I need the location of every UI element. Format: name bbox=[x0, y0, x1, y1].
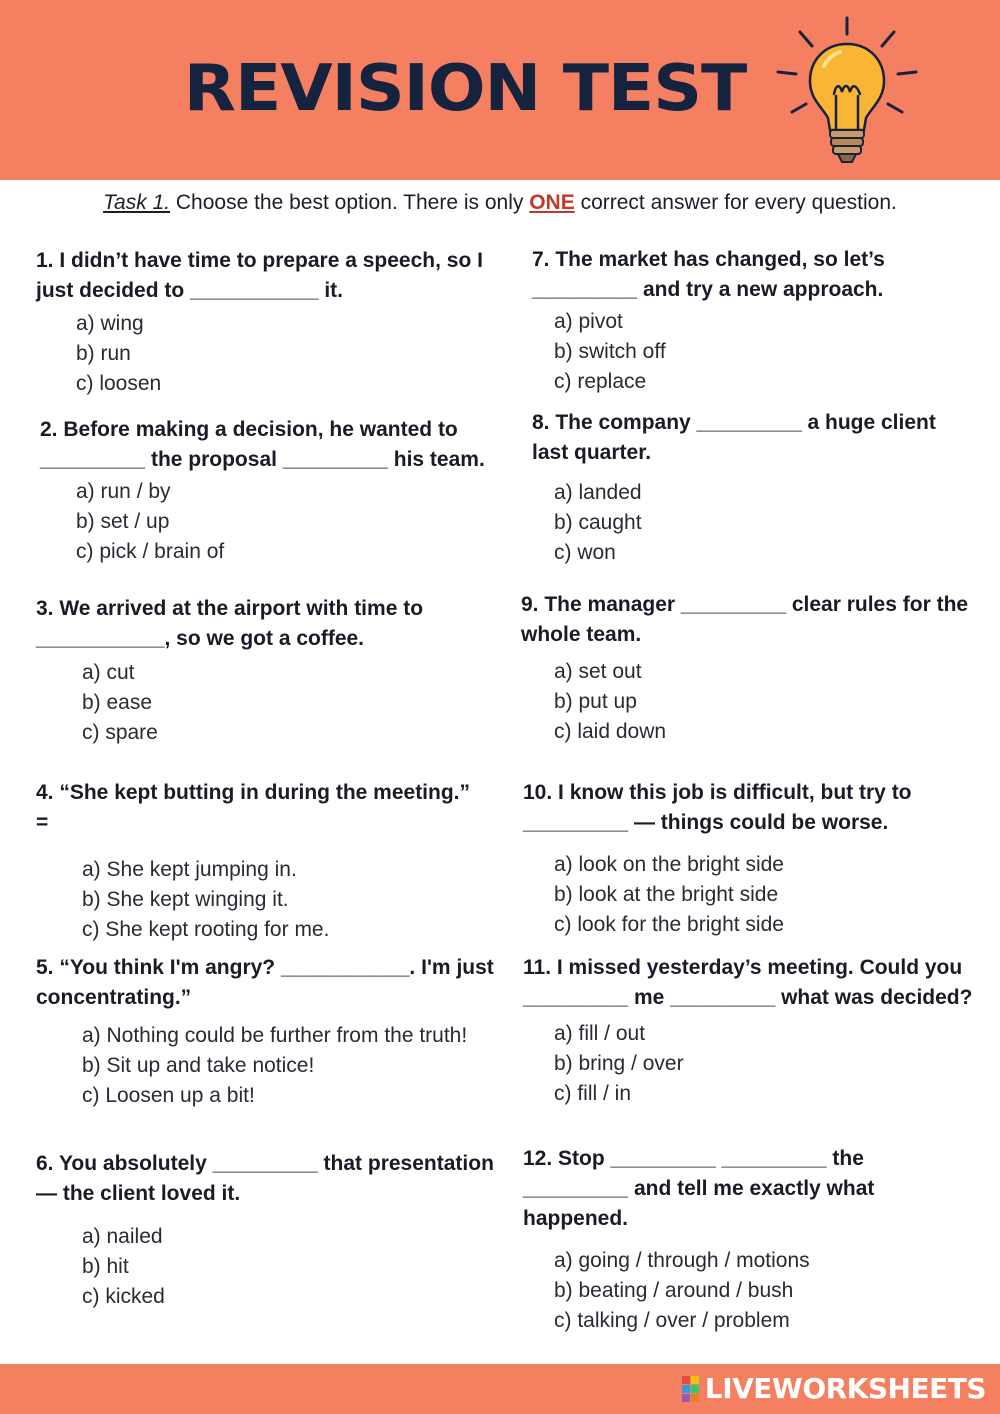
option-b[interactable]: b) ease bbox=[82, 691, 153, 714]
page-title: REVISION TEST bbox=[183, 52, 747, 126]
option-b[interactable]: b) switch off bbox=[554, 340, 666, 363]
option-b[interactable]: b) set / up bbox=[76, 510, 170, 533]
option-c[interactable]: c) laid down bbox=[554, 720, 667, 743]
option-c[interactable]: c) kicked bbox=[82, 1285, 165, 1308]
option-c[interactable]: c) spare bbox=[82, 721, 158, 744]
question-11 bbox=[523, 953, 983, 1109]
option-a[interactable]: a) landed bbox=[554, 481, 642, 504]
question-stem: 4. “She kept butting in during the meeting.” = bbox=[36, 781, 471, 834]
liveworksheets-icon bbox=[682, 1376, 699, 1402]
instruction-emphasis: ONE bbox=[529, 191, 575, 214]
option-c[interactable]: c) loosen bbox=[76, 372, 162, 395]
option-c[interactable]: c) won bbox=[554, 541, 616, 564]
question-2 bbox=[40, 415, 490, 567]
question-stem: 8. The company _________ a huge client last quarter. bbox=[532, 411, 936, 464]
question-stem: 7. The market has changed, so let’s _________ and try a new approach. bbox=[532, 248, 885, 301]
question-stem: 5. “You think I'm angry? ___________. I'm just concentrating.” bbox=[36, 956, 494, 1009]
option-a[interactable]: a) look on the bright side bbox=[554, 853, 784, 876]
task-instruction bbox=[0, 191, 1000, 215]
option-b[interactable]: b) put up bbox=[554, 690, 637, 713]
option-b[interactable]: b) She kept winging it. bbox=[82, 888, 289, 911]
brand-name: LIVEWORKSHEETS bbox=[704, 1372, 986, 1405]
question-stem: 2. Before making a decision, he wanted to _________ the proposal _________ his team. bbox=[40, 418, 485, 471]
question-7 bbox=[532, 245, 982, 397]
instruction-text-1: Choose the best option. There is only bbox=[170, 191, 530, 214]
option-b[interactable]: b) beating / around / bush bbox=[554, 1279, 794, 1302]
option-a[interactable]: a) She kept jumping in. bbox=[82, 858, 297, 881]
option-b[interactable]: b) Sit up and take notice! bbox=[82, 1054, 315, 1077]
option-b[interactable]: b) run bbox=[76, 342, 131, 365]
question-4 bbox=[36, 778, 486, 945]
question-9 bbox=[521, 590, 971, 747]
question-3 bbox=[36, 594, 456, 748]
question-6 bbox=[36, 1149, 506, 1312]
option-b[interactable]: b) look at the bright side bbox=[554, 883, 779, 906]
question-stem: 11. I missed yesterday’s meeting. Could you _________ me _________ what was decided? bbox=[523, 956, 973, 1009]
option-c[interactable]: c) look for the bright side bbox=[554, 913, 784, 936]
option-a[interactable]: a) set out bbox=[554, 660, 642, 683]
question-stem: 12. Stop _________ _________ the _________ and tell me exactly what happened. bbox=[523, 1147, 875, 1230]
option-a[interactable]: a) nailed bbox=[82, 1225, 163, 1248]
option-c[interactable]: c) pick / brain of bbox=[76, 540, 225, 563]
option-c[interactable]: c) fill / in bbox=[554, 1082, 632, 1105]
option-a[interactable]: a) pivot bbox=[554, 310, 623, 333]
option-a[interactable]: a) cut bbox=[82, 661, 135, 684]
lightbulb-icon bbox=[772, 14, 922, 174]
footer-banner bbox=[0, 1364, 1000, 1414]
question-10 bbox=[523, 778, 973, 940]
question-stem: 6. You absolutely _________ that presentation — the client loved it. bbox=[36, 1152, 494, 1205]
option-c[interactable]: c) She kept rooting for me. bbox=[82, 918, 330, 941]
option-a[interactable]: a) run / by bbox=[76, 480, 171, 503]
question-stem: 10. I know this job is difficult, but try to _________ — things could be worse. bbox=[523, 781, 912, 834]
option-b[interactable]: b) hit bbox=[82, 1255, 129, 1278]
question-stem: 9. The manager _________ clear rules for the whole team. bbox=[521, 593, 969, 646]
option-b[interactable]: b) bring / over bbox=[554, 1052, 684, 1075]
question-5 bbox=[36, 953, 496, 1111]
header-banner bbox=[0, 0, 1000, 180]
task-label: Task 1. bbox=[103, 191, 171, 214]
question-8 bbox=[532, 408, 972, 568]
option-c[interactable]: c) replace bbox=[554, 370, 647, 393]
option-a[interactable]: a) wing bbox=[76, 312, 144, 335]
liveworksheets-logo[interactable] bbox=[682, 1372, 986, 1405]
question-1 bbox=[36, 246, 486, 399]
option-c[interactable]: c) talking / over / problem bbox=[554, 1309, 790, 1332]
question-stem: 1. I didn’t have time to prepare a speech, so I just decided to ___________ it. bbox=[36, 249, 483, 302]
option-a[interactable]: a) going / through / motions bbox=[554, 1249, 810, 1272]
option-a[interactable]: a) Nothing could be further from the truth! bbox=[82, 1024, 468, 1047]
instruction-text-2: correct answer for every question. bbox=[574, 191, 897, 214]
option-a[interactable]: a) fill / out bbox=[554, 1022, 646, 1045]
option-c[interactable]: c) Loosen up a bit! bbox=[82, 1084, 255, 1107]
question-12 bbox=[523, 1144, 923, 1336]
option-b[interactable]: b) caught bbox=[554, 511, 642, 534]
question-stem: 3. We arrived at the airport with time to ___________, so we got a coffee. bbox=[36, 597, 424, 650]
